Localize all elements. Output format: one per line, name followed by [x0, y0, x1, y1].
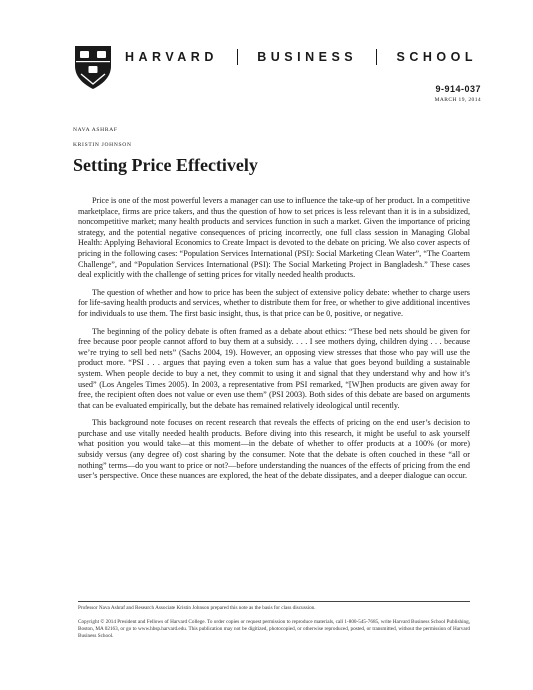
masthead-word-business: BUSINESS — [257, 50, 358, 64]
page-title: Setting Price Effectively — [73, 155, 258, 175]
paragraph: The beginning of the policy debate is often framed as a debate about ethics: “These bed nets should be given for free because poor people cannot afford to buy them at a subsidy. . . . I see mothers dying, children dying . . . because we’re trying to sell bed nets” (Sachs 2004, 19). However, an opposing view stresses that those who pay will use the product more. “PSI . . . argues that paying even a token sum has a value that goes beyond building a sustainable system. When people decide to buy a net, they commit to using it and signal that they understand why and how it’s used” (Los Angeles Times 2005). In 2003, a representative from PSI remarked, “[W]hen products are given away for free, the recipient often does not value or even use them” (PSI 2003). Both sides of this debate are based on arguments that can be evaluated empirically, but the debate has remained relatively ideological until recently. — [78, 326, 470, 410]
paragraph: This background note focuses on recent research that reveals the effects of pricing on the end user’s decision to purchase and use vitally needed health products. Before diving into this research, it might be useful to ask yourself what position you would take—at this moment—in the debate of whether to offer products at a 100% (or more) subsidy versus (any degree of) cost sharing by the consumer. Note that the debate is often couched in these “all or nothing” terms—do you want to price or not?—before understanding the nuances of the effects of pricing from the end user’s perspective. Once these nuances are explored, the heat of the debate dissipates, and a deeper dialogue can occur. — [78, 418, 470, 481]
masthead-word-school: SCHOOL — [396, 50, 477, 64]
body-text — [78, 196, 470, 489]
document-date: MARCH 19, 2014 — [434, 97, 481, 103]
footnote-authors: Professor Nava Ashraf and Research Associate Kristin Johnson prepared this note as the basis for class discussion. — [78, 605, 316, 611]
masthead-word-harvard: HARVARD — [125, 50, 218, 64]
footnote-divider — [78, 601, 470, 602]
masthead-divider — [237, 49, 238, 65]
author-name: NAVA ASHRAF — [73, 127, 118, 133]
hbs-shield-icon — [73, 44, 113, 90]
masthead — [125, 46, 477, 68]
masthead-divider — [376, 49, 377, 65]
footnote-copyright: Copyright © 2014 President and Fellows of Harvard College. To order copies or request permission to reproduce materials, call 1-800-545-7685, write Harvard Business School Publishing, Boston, MA 02163, or go to www.hbsp.harvard.edu. This publication may not be digitized, photocopied, or otherwise reproduced, posted, or transmitted, without the permission of Harvard Business School. — [78, 619, 470, 640]
paragraph: Price is one of the most powerful levers a manager can use to influence the take-up of her product. In a competitive marketplace, firms are price takers, and thus the question of how to set prices is less relevant than it is in a subsidized, noncompetitive market; many health products and services function in such a market. Given the importance of pricing strategy, and the potential negative consequences of pricing incorrectly, one full class session in Managing Global Health: Applying Behavioral Economics to Create Impact is devoted to the debate on pricing. We also cover aspects of pricing in the following cases: “Population Services International (PSI): Social Marketing Clean Water”, “The Coartem Challenge”, and “Population Services International (PSI): The Social Marketing Project in Bangladesh.” These cases deal explicitly with the challenge of setting prices for vitally needed health products. — [78, 196, 470, 280]
author-name: KRISTIN JOHNSON — [73, 142, 132, 148]
document-number: 9-914-037 — [435, 84, 481, 94]
paragraph: The question of whether and how to price has been the subject of extensive policy debate: whether to charge users for life-saving health products and services, whether to distribute them for free, or whether to give additional incentives for individuals to use them. The first basic insight, thus, is that price can be 0, positive, or negative. — [78, 287, 470, 318]
